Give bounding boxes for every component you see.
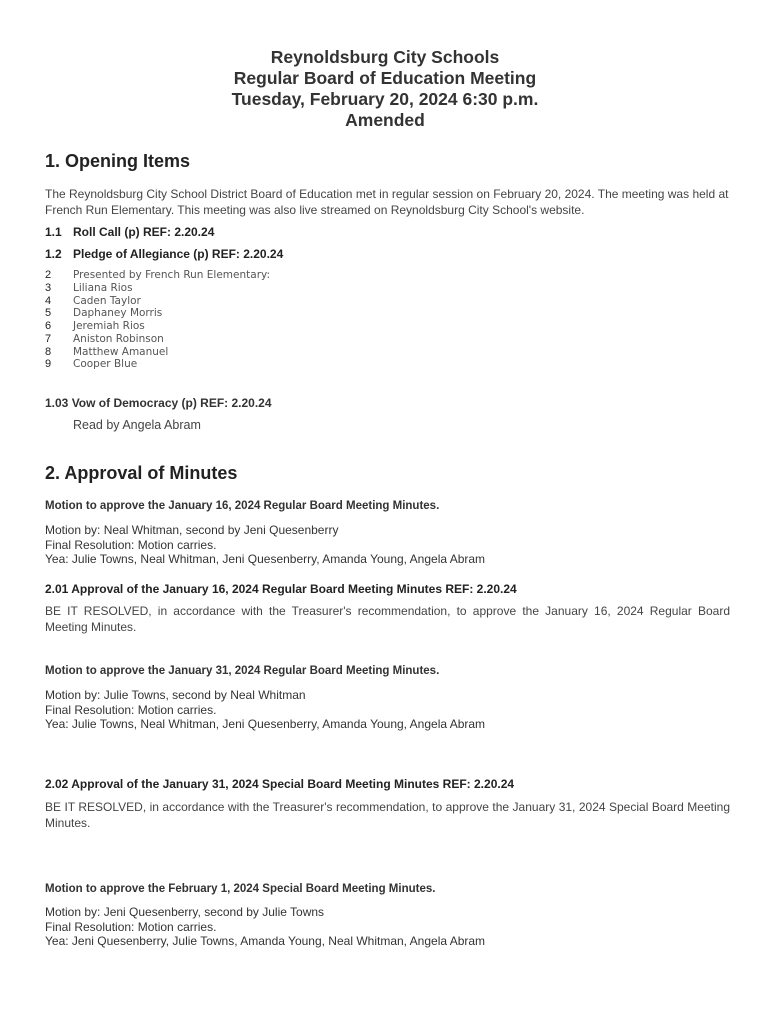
motion-resolution: Final Resolution: Motion carries. (45, 702, 217, 717)
motion-details (45, 905, 485, 949)
item-vow-of-democracy: 1.03 Vow of Democracy (p) REF: 2.20.24 (45, 396, 272, 410)
meeting-type: Regular Board of Education Meeting (233, 68, 537, 88)
motion-title: Motion to approve the February 1, 2024 Special Board Meeting Minutes. (45, 883, 436, 895)
list-item: 4 Caden Taylor (45, 294, 141, 307)
item-roll-call (45, 225, 214, 239)
item-number: 1.1 (45, 225, 62, 239)
motion-resolution: Final Resolution: Motion carries. (45, 919, 217, 934)
item-2-02-resolution: BE IT RESOLVED, in accordance with the Treasurer's recommendation, to approve the January 31, 2024 Special Board Meeting Minutes. (45, 800, 730, 830)
section-heading-opening-items: 1. Opening Items (45, 151, 191, 171)
item-2-01-title: 2.01 Approval of the January 16, 2024 Regular Board Meeting Minutes REF: 2.20.24 (45, 582, 517, 596)
section-heading-approval-of-minutes: 2. Approval of Minutes (45, 463, 238, 483)
item-pledge (45, 247, 283, 261)
list-item: 8 Matthew Amanuel (45, 345, 169, 358)
motion-details (45, 523, 485, 567)
motion-by: Motion by: Jeni Quesenberry, second by Julie Towns (45, 905, 325, 919)
list-item: 5 Daphaney Morris (45, 307, 163, 320)
meeting-date: Tuesday, February 20, 2024 6:30 p.m. (231, 89, 539, 109)
district-name: Reynoldsburg City Schools (270, 47, 500, 67)
item-title: Roll Call (p) REF: 2.20.24 (73, 225, 215, 239)
amended-label: Amended (345, 110, 425, 130)
motion-details (45, 688, 485, 732)
motion-title: Motion to approve the January 16, 2024 Regular Board Meeting Minutes. (45, 500, 440, 512)
motion-title: Motion to approve the January 31, 2024 Regular Board Meeting Minutes. (45, 665, 440, 677)
item-number: 1.2 (45, 247, 62, 261)
list-item: 7 Aniston Robinson (45, 332, 164, 345)
pledge-presenter-list (45, 269, 270, 371)
item-title: Pledge of Allegiance (p) REF: 2.20.24 (73, 247, 284, 261)
list-item: 6 Jeremiah Rios (45, 320, 145, 332)
item-2-01-resolution: BE IT RESOLVED, in accordance with the Treasurer's recommendation, to approve the January 16, 2024 Regular Board Meeting Minutes. (45, 604, 730, 634)
motion-by: Motion by: Julie Towns, second by Neal Whitman (45, 688, 306, 702)
motion-yea: Yea: Julie Towns, Neal Whitman, Jeni Quesenberry, Amanda Young, Angela Abram (45, 552, 486, 566)
vow-reader-note: Read by Angela Abram (73, 418, 201, 432)
list-item: 2 Presented by French Run Elementary: (45, 269, 270, 281)
opening-intro-paragraph: The Reynoldsburg City School District Board of Education met in regular session on February 20, 2024. The meeting was held at French Run Elementary. This meeting was also live streamed on Reynoldsburg City School's website. (45, 187, 729, 217)
motion-yea: Yea: Jeni Quesenberry, Julie Towns, Amanda Young, Neal Whitman, Angela Abram (45, 934, 486, 948)
motion-by: Motion by: Neal Whitman, second by Jeni Quesenberry (45, 523, 339, 537)
list-item: 9 Cooper Blue (45, 358, 138, 371)
item-2-02-title: 2.02 Approval of the January 31, 2024 Special Board Meeting Minutes REF: 2.20.24 (45, 777, 515, 791)
list-item: 3 Liliana Rios (45, 281, 133, 294)
document-header (0, 47, 770, 131)
motion-yea: Yea: Julie Towns, Neal Whitman, Jeni Quesenberry, Amanda Young, Angela Abram (45, 717, 486, 731)
motion-resolution: Final Resolution: Motion carries. (45, 537, 217, 552)
